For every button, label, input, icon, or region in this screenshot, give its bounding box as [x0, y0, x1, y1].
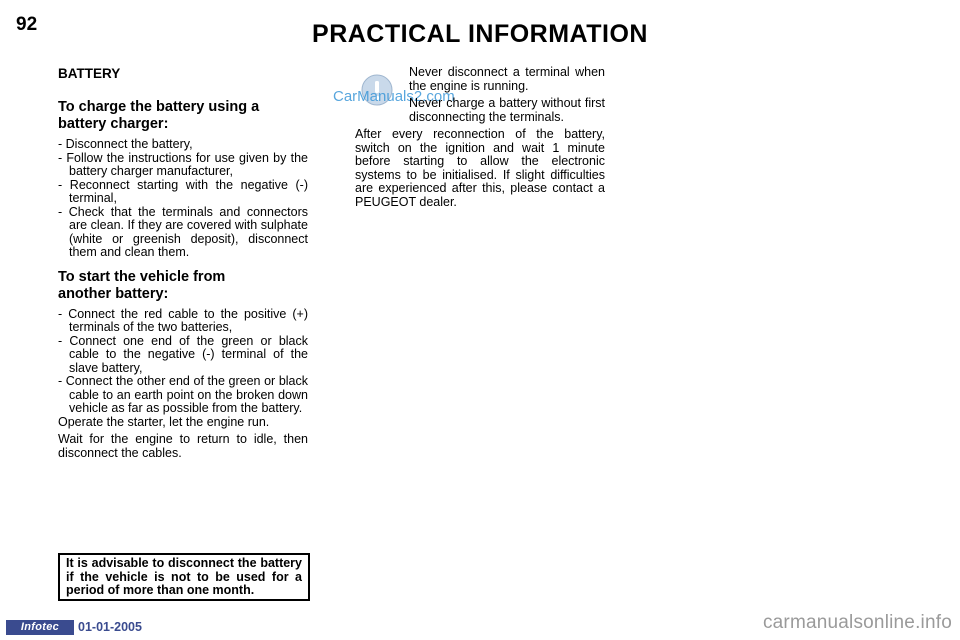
jump-start-heading-line-1: To start the vehicle from: [58, 268, 226, 285]
jump-start-heading-line-2: another battery:: [58, 285, 169, 302]
page-number: 92: [16, 14, 38, 35]
jump-start-heading: [58, 269, 308, 303]
section-heading-battery: BATTERY: [58, 66, 121, 81]
list-item: - Connect one end of the green or black cable to the negative (-) terminal of the slave battery,: [58, 335, 308, 376]
charge-heading-line-2: battery charger:: [58, 116, 169, 132]
list-item: - Disconnect the battery,: [58, 138, 308, 152]
left-column: [58, 66, 308, 464]
notice-box: It is advisable to disconnect the battery if the vehicle is not to be used for a period of more than one month.: [58, 553, 310, 601]
jump-start-steps: [58, 308, 308, 416]
operate-starter-paragraph: Operate the starter, let the engine run.: [58, 414, 270, 429]
wait-idle-paragraph: Wait for the engine to return to idle, then disconnect the cables.: [58, 432, 308, 460]
watermark-bottom: carmanualsonline.info: [762, 612, 952, 633]
list-item: - Connect the red cable to the positive (+) terminals of the two batteries,: [58, 308, 308, 335]
list-item: - Connect the other end of the green or black cable to an earth point on the broken down vehicle as far as possible from the battery.: [58, 375, 308, 416]
infotec-logo: Infotec: [6, 620, 74, 635]
warning-charge: Never charge a battery without first disconnecting the terminals.: [409, 96, 605, 124]
charge-heading: [58, 99, 308, 133]
charge-steps: [58, 138, 308, 260]
right-column: [355, 66, 605, 213]
footer-date: 01-01-2005: [78, 620, 142, 634]
list-item: - Check that the terminals and connectors are clean. If they are covered with sulphate (white or greenish deposit), disconnect them and clean them.: [58, 206, 308, 260]
list-item: - Follow the instructions for use given by the battery charger manufacturer,: [58, 152, 308, 179]
watermark-top: CarManuals2.com: [333, 88, 455, 105]
page-title: PRACTICAL INFORMATION: [312, 20, 648, 48]
charge-heading-line-1: To charge the battery using a: [58, 99, 260, 115]
list-item: - Reconnect starting with the negative (-) terminal,: [58, 179, 308, 206]
warning-disconnect: Never disconnect a terminal when the engine is running.: [409, 65, 605, 93]
after-reconnection-paragraph: After every reconnection of the battery, switch on the ignition and wait 1 minute before starting to allow the electronic systems to be initialised. If slight difficulties are experienced after this, please contact a PEUGEOT dealer.: [355, 127, 605, 209]
